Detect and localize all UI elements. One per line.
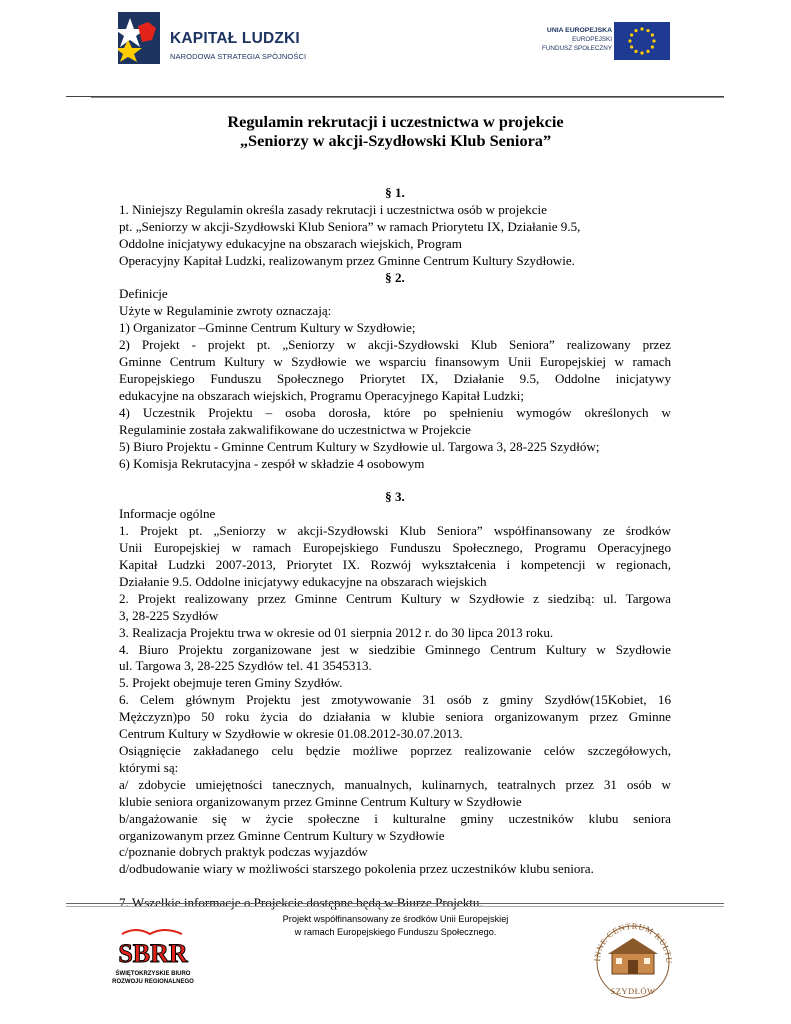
- blank-line: [119, 472, 671, 489]
- sbrr-line-1: ŚWIĘTOKRZYSKIE BIURO: [115, 971, 191, 977]
- section-heading: § 2.: [385, 269, 405, 285]
- eu-star-icon: [630, 45, 633, 48]
- eu-star-icon: [640, 51, 643, 54]
- text-line: Kapitał Ludzki 2007-2013, Priorytet IX. Rozwój wykształcenia i kompetencji w regionach,: [119, 557, 671, 573]
- header-rule-secondary: [91, 97, 724, 98]
- eu-star-icon: [630, 33, 633, 36]
- gck-bottom-text: SZYDŁÓW: [610, 986, 656, 996]
- footer-rule: [66, 903, 724, 904]
- kapital-ludzki-title: KAPITAŁ LUDZKI: [170, 30, 300, 47]
- eu-line-2: EUROPEJSKI: [572, 36, 612, 43]
- sbrr-mark-text: SBRR: [118, 939, 188, 968]
- text-line: 1. Projekt pt. „Seniorzy w akcji-Szydłowski Klub Seniora” współfinansowany ze środków: [119, 523, 671, 539]
- sbrr-logo: [112, 928, 194, 992]
- blank-line: [119, 878, 671, 895]
- text-line: edukacyjne na obszarach wiejskich, Programu Operacyjnego Kapitał Ludzki;: [119, 387, 525, 403]
- text-line: Unii Europejskiej w ramach Europejskiego Funduszu Społecznego, Programu Operacyjnego: [119, 540, 671, 556]
- text-line: 6) Komisja Rekrutacyjna - zespół w składzie 4 osobowym: [119, 455, 425, 471]
- text-line: 2) Projekt - projekt pt. „Seniorzy w akcji-Szydłowski Klub Seniora” realizowany przez: [119, 337, 671, 353]
- eu-star-icon: [652, 39, 655, 42]
- section-heading: § 3.: [385, 489, 405, 505]
- text-line: 1) Organizator –Gminne Centrum Kultury w Szydłowie;: [119, 320, 416, 336]
- gck-emblem-icon: [590, 912, 676, 1008]
- kapital-ludzki-logo: [118, 12, 318, 76]
- eu-star-icon: [634, 29, 637, 32]
- text-line: Osiągnięcie zakładanego celu będzie możliwe poprzez realizowanie celów szczegółowych,: [119, 743, 671, 758]
- eu-star-icon: [628, 39, 631, 42]
- text-line: Informacje ogólne: [119, 506, 216, 522]
- eu-star-icon: [646, 50, 649, 53]
- text-line: Gminne Centrum Kultury w Szydłowie we wsparciu finansowym Unii Europejskiej w ramach: [119, 354, 671, 370]
- footer-line-1: Projekt współfinansowany ze środków Unii Europejskiej: [282, 914, 509, 924]
- eu-line-3: FUNDUSZ SPOŁECZNY: [542, 45, 612, 52]
- kapital-ludzki-emblem-icon: [118, 12, 160, 64]
- text-line: c/poznanie dobrych praktyk podczas wyjazdów: [119, 844, 368, 860]
- text-line: Regulaminie została zakwalifikowane do uczestnictwa w Projekcie: [119, 421, 471, 437]
- text-line: 2. Projekt realizowany przez Gminne Centrum Kultury w Szydłowie z siedzibą: ul. Targowa: [119, 590, 671, 606]
- document-body: [119, 185, 671, 912]
- text-line: 3, 28-225 Szydłów: [119, 607, 219, 623]
- text-line: 5. Projekt obejmuje teren Gminy Szydłów.: [119, 675, 343, 691]
- text-line: Centrum Kultury w Szydłowie w okresie 01.08.2012-30.07.2013.: [119, 726, 463, 742]
- text-line: 4) Uczestnik Projektu – osoba dorosła, które po spełnieniu wymogów określonych w: [119, 404, 671, 420]
- text-line: pt. „Seniorzy w akcji-Szydłowski Klub Seniora” w ramach Priorytetu IX, Działanie 9.5,: [119, 218, 581, 234]
- text-line: Działanie 9.5. Oddolne inicjatywy edukacyjne na obszarach wiejskich: [119, 573, 487, 589]
- footer-rule-secondary: [66, 906, 724, 907]
- text-line: organizowanym przez Gminne Centrum Kultury w Szydłowie: [119, 827, 445, 843]
- text-line: 1. Niniejszy Regulamin określa zasady rekrutacji i uczestnictwa osób w projekcie: [119, 201, 547, 217]
- text-line: 7. Wszelkie informacje o Projekcie dostępne będą w Biurze Projektu.: [119, 895, 483, 911]
- eu-star-icon: [651, 45, 654, 48]
- gck-arc-text: INNE CENTRUM KULTU: [591, 920, 675, 965]
- footer-line-2: w ramach Europejskiego Funduszu Społecznego.: [294, 927, 497, 937]
- text-line: b/angażowanie się w życie społeczne i kulturalne gminy uczestników klubu seniora: [119, 810, 671, 826]
- text-line: Użyte w Regulaminie zwroty oznaczają:: [119, 303, 332, 319]
- eu-line-1: UNIA EUROPEJSKA: [546, 27, 612, 34]
- text-line: Operacyjny Kapitał Ludzki, realizowanym przez Gminne Centrum Kultury Szydłowie.: [119, 252, 575, 268]
- eu-star-icon: [651, 33, 654, 36]
- text-line: 5) Biuro Projektu - Gminne Centrum Kultury w Szydłowie ul. Targowa 3, 28-225 Szydłów;: [119, 438, 600, 454]
- text-line: Mężczyzn)po 50 roku życia do działania w klubie seniora organizowanym przez Gminne: [119, 709, 671, 725]
- section-heading: § 1.: [385, 185, 405, 200]
- eu-star-icon: [634, 50, 637, 53]
- text-line: Europejskiego Funduszu Społecznego Priorytet IX, Działanie 9.5, Oddolne inicjatywy: [119, 370, 671, 386]
- gck-logo: [590, 912, 676, 1008]
- sbrr-mark-icon: [116, 928, 190, 968]
- text-line: 3. Realizacja Projektu trwa w okresie od 01 sierpnia 2012 r. do 30 lipca 2013 roku.: [119, 624, 554, 640]
- text-line: Definicje: [119, 286, 168, 302]
- eu-star-icon: [640, 27, 643, 30]
- text-line: Oddolne inicjatywy edukacyjne na obszarach wiejskich, Program: [119, 235, 462, 251]
- sbrr-line-2: ROZWOJU REGIONALNEGO: [112, 979, 194, 985]
- text-line: d/odbudowanie wiary w możliwości starszego pokolenia przez uczestników klubu seniora.: [119, 861, 594, 877]
- text-line: 4. Biuro Projektu zorganizowane jest w siedzibie Gminnego Centrum Kultury w Szydłowie: [119, 641, 671, 657]
- document-title-line-1: Regulamin rekrutacji i uczestnictwa w projekcie: [227, 112, 564, 131]
- eu-star-icon: [646, 29, 649, 32]
- text-line: klubie seniora organizowanym przez Gminne Centrum Kultury w Szydłowie: [119, 793, 522, 809]
- document-title-line-2: „Seniorzy w akcji-Szydłowski Klub Seniora”: [239, 131, 552, 150]
- text-line: ul. Targowa 3, 28-225 Szydłów tel. 41 3545313.: [119, 658, 372, 674]
- eu-logo-text: [542, 26, 612, 53]
- text-line: 6. Celem głównym Projektu jest zmotywowanie 31 osób z gminy Szydłów(15Kobiet, 16: [119, 692, 671, 708]
- sbrr-caption: [112, 970, 194, 986]
- eu-logo: [520, 22, 670, 62]
- text-line: którymi są:: [119, 759, 179, 775]
- kapital-ludzki-subtitle: NARODOWA STRATEGIA SPÓJNOŚCI: [170, 52, 307, 61]
- text-line: a/ zdobycie umiejętności tanecznych, manualnych, kulinarnych, teatralnych przez 31 osób w: [119, 776, 671, 792]
- eu-flag-icon: [614, 22, 670, 60]
